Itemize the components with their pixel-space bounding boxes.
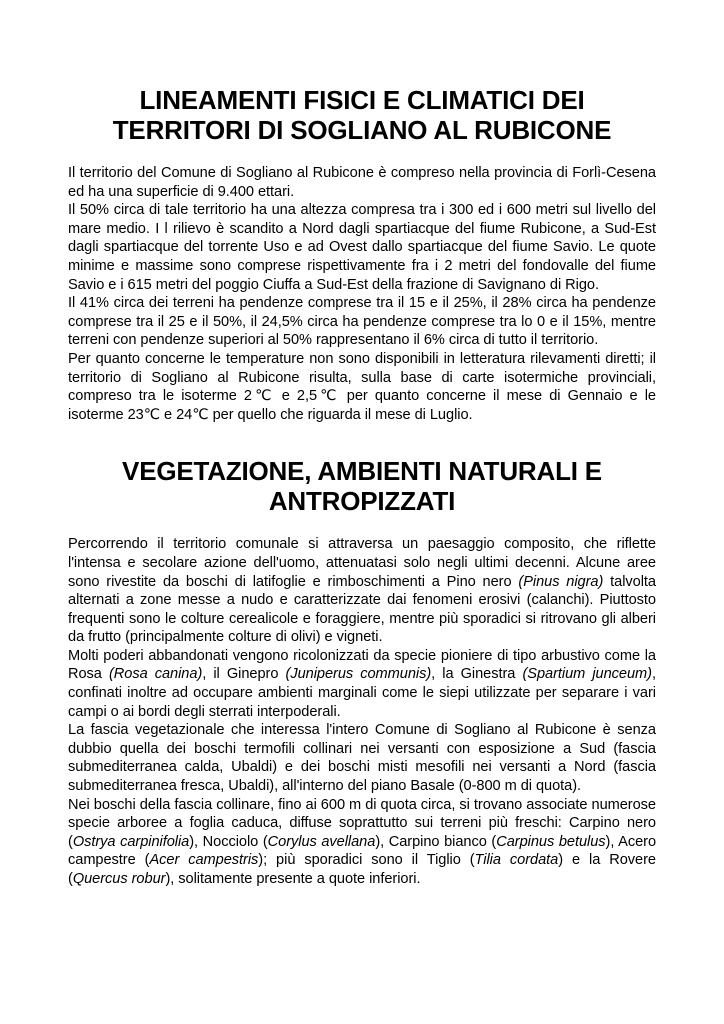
paragraph: Per quanto concerne le temperature non sono disponibili in letteratura rilevamenti diretti; il territorio di Sogliano al Rubicone risulta, sulla base di carte isotermiche provinciali, compreso tra le isoterme 2℃ e 2,5℃ per quanto concerne il mese di Gennaio e le isoterme 23℃ e 24℃ per quello che riguarda il mese di Luglio. — [68, 350, 656, 423]
text-run: ), Nocciolo ( — [189, 833, 268, 850]
species-name: Corylus avellana — [267, 833, 376, 850]
section-title-vegetazione — [68, 456, 656, 516]
paragraph: Il 50% circa di tale territorio ha una altezza compresa tra i 300 ed i 600 metri sul livello del mare medio. I l rilievo è scandito a Nord dagli spartiacque del fiume Rubicone, a Sud-Est dagli spartiacque del torrente Uso e ad Ovest dallo spartiacque del fiume Savio. Le quote minime e massime sono comprese rispettivamente fra i 2 metri del fondovalle del fiume Savio e i 615 metri del poggio Ciuffa a Sud-Est della frazione di Savignano di Rigo. — [68, 202, 656, 293]
text-run: , confinati inoltre ad occupare ambienti marginali come le siepi utilizzate per separare i vari campi o ai bordi degli sterrati interpoderali. — [68, 666, 656, 720]
paragraph — [68, 535, 656, 647]
paragraph — [68, 796, 656, 889]
section-body-lineamenti — [68, 164, 656, 424]
text-run: Nei boschi della fascia collinare, fino ai 600 m di quota circa, si trovano associate numerose specie arboree a foglia caduca, diffuse soprattutto sui terreni più freschi: Carpino nero ( — [68, 796, 656, 850]
species-name: Carpinus betulus — [496, 833, 606, 850]
text-run: , il Ginepro — [202, 666, 286, 683]
species-name: (Pinus nigra) — [518, 573, 604, 590]
title-line: LINEAMENTI FISICI E CLIMATICI DEI — [139, 85, 585, 115]
paragraph: Il territorio del Comune di Sogliano al Rubicone è compreso nella provincia di Forlì-Cesena ed ha una superficie di 9.400 ettari. — [68, 165, 656, 200]
species-name: Quercus robur — [72, 871, 166, 887]
text-run: ), solitamente presente a quote inferiori. — [165, 871, 421, 887]
species-name: Acer campestris — [149, 852, 259, 869]
text-run: ), Carpino bianco ( — [375, 833, 497, 850]
paragraph: La fascia vegetazionale che interessa l'intero Comune di Sogliano al Rubicone è senza dubbio quella dei boschi termofili collinari nei versanti con esposizione a Sud (fascia submediterranea calda, Ubaldi) e dei boschi misti mesofili nei versanti a Nord (fascia submediterranea fresca, Ubaldi), all'interno del piano Basale (0-800 m di quota). — [68, 722, 656, 795]
paragraph: Il 41% circa dei terreni ha pendenze comprese tra il 15 e il 25%, il 28% circa ha pendenze comprese tra il 25 e il 50%, il 24,5% circa ha pendenze comprese tra lo 0 e il 15%, mentre terreni con pendenze superiori al 50% rappresentano il 6% circa di tutto il territorio. — [68, 295, 656, 349]
species-name: (Juniperus communis) — [285, 666, 432, 683]
paragraph — [68, 647, 656, 721]
title-line: VEGETAZIONE, AMBIENTI NATURALI E — [122, 456, 602, 487]
text-run: , la Ginestra — [431, 666, 523, 683]
document-page — [68, 85, 656, 889]
text-run: ); più sporadici sono il Tiglio ( — [258, 852, 475, 869]
species-name: (Spartium junceum) — [522, 666, 652, 683]
text-run: talvolta alternati a zone messe a nudo e caratterizzate dai fenomeni erosivi (calanchi). Piuttosto frequenti sono le colture cerealicole e foraggiere, mentre più sporadici si ritrovano gli alberi da frutto (principalmente colture di olivi) e vigneti. — [68, 573, 656, 646]
section-title-lineamenti — [68, 85, 656, 145]
species-name: (Rosa canina) — [108, 666, 203, 683]
title-line: TERRITORI DI SOGLIANO AL RUBICONE — [112, 115, 612, 145]
title-line: ANTROPIZZATI — [268, 486, 456, 517]
text-run: ) e la Rovere ( — [68, 852, 656, 887]
text-run: Percorrendo il territorio comunale si attraversa un paesaggio composito, che riflette l'intensa e secolare azione dell'uomo, attenuatasi solo negli ultimi decenni. Alcune aree sono rivestite da boschi di latifoglie e rimboschimenti a Pino nero — [68, 536, 656, 590]
section-body-vegetazione — [68, 535, 656, 888]
text-run: Molti poderi abbandonati vengono ricolonizzati da specie pioniere di tipo arbustivo come la Rosa — [68, 647, 656, 683]
species-name: Tilia cordata — [474, 852, 559, 869]
species-name: Ostrya carpinifolia — [72, 833, 190, 850]
text-run: ), Acero campestre ( — [68, 833, 657, 869]
